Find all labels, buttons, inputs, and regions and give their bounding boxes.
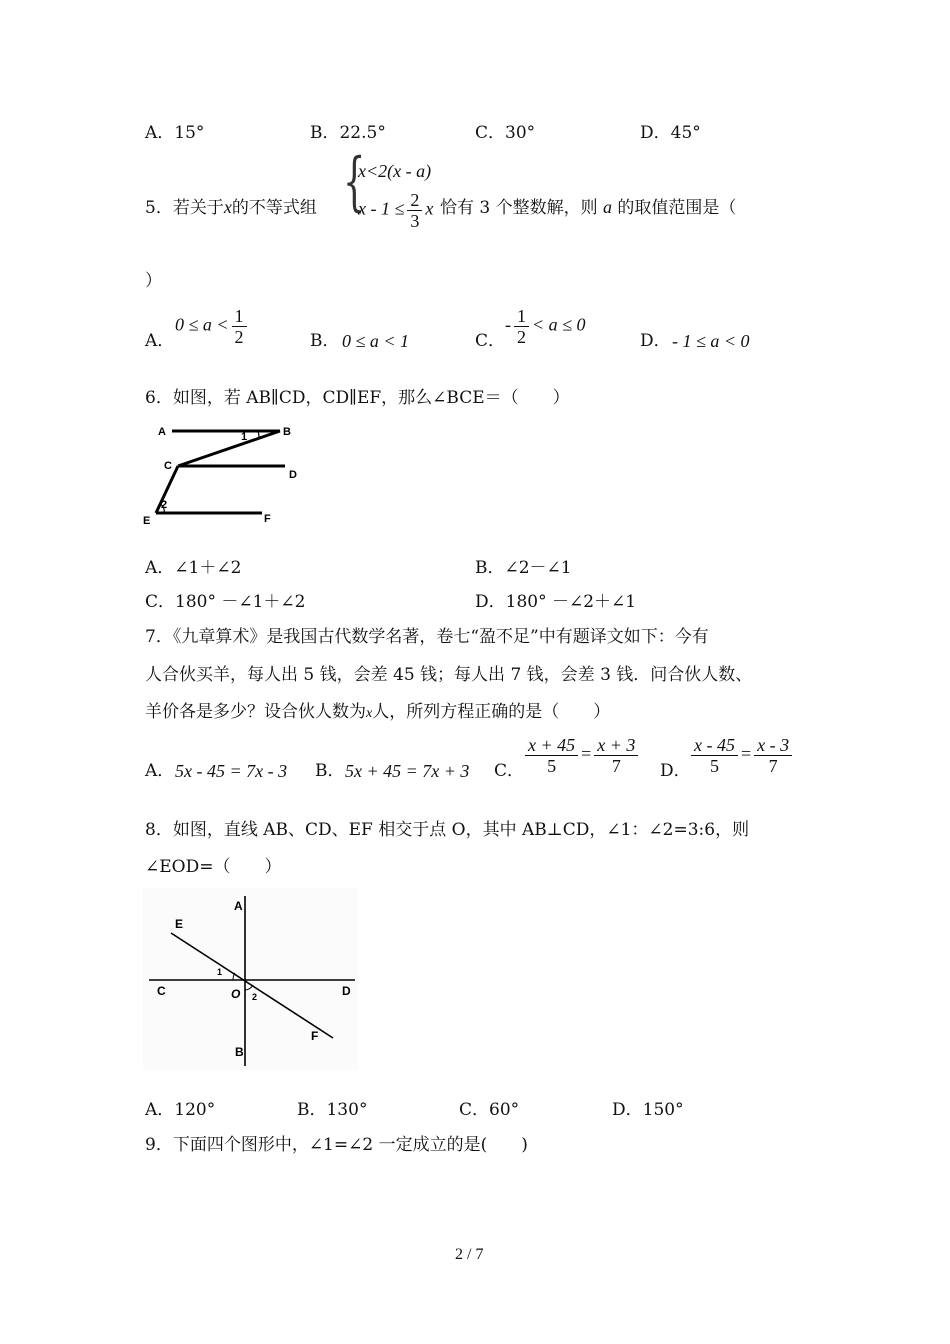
- q8-option-d: D．150°: [612, 1100, 684, 1120]
- q8-label-o: O: [231, 987, 241, 1001]
- q5-option-d: - 1 ≤ a < 0: [672, 331, 750, 351]
- q6-label-c: C: [164, 460, 172, 472]
- q4-option-a: A．15°: [145, 123, 205, 143]
- q5-system-line1: x<2(x - a): [358, 161, 432, 181]
- q5-stem-close: ）: [145, 271, 162, 291]
- q6-label-f: F: [264, 513, 271, 525]
- q4-option-b: B．22.5°: [310, 123, 386, 143]
- q5-option-b: 0 ≤ a < 1: [342, 331, 410, 351]
- q6-option-b: B．∠2－∠1: [475, 558, 572, 578]
- q8-option-c: C．60°: [459, 1100, 520, 1120]
- q8-label-b: B: [235, 1045, 244, 1059]
- q8-label-angle2: 2: [252, 992, 258, 1002]
- q8-label-e: E: [175, 917, 184, 931]
- q8-label-angle1: 1: [217, 967, 223, 977]
- q8-label-d: D: [342, 984, 351, 998]
- q7-stem-line1: 7．《九章算术》是我国古代数学名著，卷七“盈不足”中有题译文如下：今有: [145, 627, 709, 647]
- q5-option-a-label: A．: [145, 331, 175, 351]
- q4-option-d: D．45°: [640, 123, 701, 143]
- q7-option-d: $\frac{x - 45}{5}$ = $\frac{x - 3}{7}$: [688, 735, 795, 776]
- q6-label-e: E: [143, 515, 151, 527]
- q6-label-d: D: [289, 469, 297, 481]
- q8-label-c: C: [157, 984, 166, 998]
- q8-label-a: A: [234, 899, 243, 913]
- q8-option-b: B．130°: [297, 1100, 368, 1120]
- q7-option-c-label: C．: [494, 761, 525, 781]
- q7-option-b-label: B．: [315, 761, 345, 781]
- q6-stem: 6．如图，若 AB∥CD，CD∥EF，那么∠BCE＝（ ）: [145, 388, 570, 408]
- page-number: 2 / 7: [455, 1246, 484, 1263]
- q8-option-a: A．120°: [145, 1100, 216, 1120]
- q5-option-c-label: C．: [475, 331, 506, 351]
- q6-label-angle1: 1: [241, 431, 248, 443]
- q6-option-a: A．∠1＋∠2: [145, 558, 242, 578]
- q5-stem-suffix: 恰有 3 个整数解，则 a 的取值范围是（: [440, 197, 737, 218]
- q8-figure: [143, 888, 363, 1073]
- q8-stem-line2: ∠EOD=（ ）: [145, 857, 282, 877]
- q7-option-d-label: D．: [660, 761, 691, 781]
- q6-option-d: D．180° －∠2＋∠1: [475, 592, 637, 612]
- q6-line-cb: [178, 431, 280, 466]
- q5-system-line2: x - 1 ≤ $\frac{2}{3}$ x: [358, 190, 434, 231]
- q6-option-c: C．180° －∠1＋∠2: [145, 592, 306, 612]
- q5-option-c: - $\frac{1}{2}$ < a ≤ 0: [505, 306, 586, 347]
- q7-option-a-label: A．: [145, 761, 175, 781]
- q8-stem-line1: 8．如图，直线 AB、CD、EF 相交于点 O，其中 AB⊥CD，∠1：∠2=3:6，则: [145, 820, 750, 840]
- q5-option-a: 0 ≤ a < $\frac{1}{2}$: [175, 306, 250, 347]
- q6-label-b: B: [283, 426, 291, 438]
- q8-label-f: F: [311, 1029, 319, 1043]
- q5-option-d-label: D．: [640, 331, 671, 351]
- q7-stem-line2: 人合伙买羊，每人出 5 钱，会差 45 钱；每人出 7 钱，会差 3 钱．问合伙人数、: [145, 665, 753, 685]
- q5-option-b-label: B．: [310, 331, 340, 351]
- q5-system-brace: {: [343, 145, 366, 219]
- q6-label-angle2: 2: [161, 499, 168, 511]
- q4-option-c: C．30°: [475, 123, 536, 143]
- q7-option-c: $\frac{x + 45}{5}$ = $\frac{x + 3}{7}$: [522, 735, 641, 776]
- q6-label-a: A: [158, 426, 166, 438]
- q5-stem: 5．若关于x的不等式组: [145, 197, 317, 218]
- q6-figure: [140, 418, 310, 530]
- q9-stem: 9．下面四个图形中，∠1=∠2 一定成立的是( ): [145, 1135, 528, 1155]
- q7-option-a: 5x - 45 = 7x - 3: [175, 761, 288, 781]
- q8-figure-bg: [143, 888, 358, 1070]
- q7-stem-line3: 羊价各是多少？设合伙人数为x人，所列方程正确的是（ ）: [145, 702, 611, 722]
- q7-option-b: 5x + 45 = 7x + 3: [345, 761, 470, 781]
